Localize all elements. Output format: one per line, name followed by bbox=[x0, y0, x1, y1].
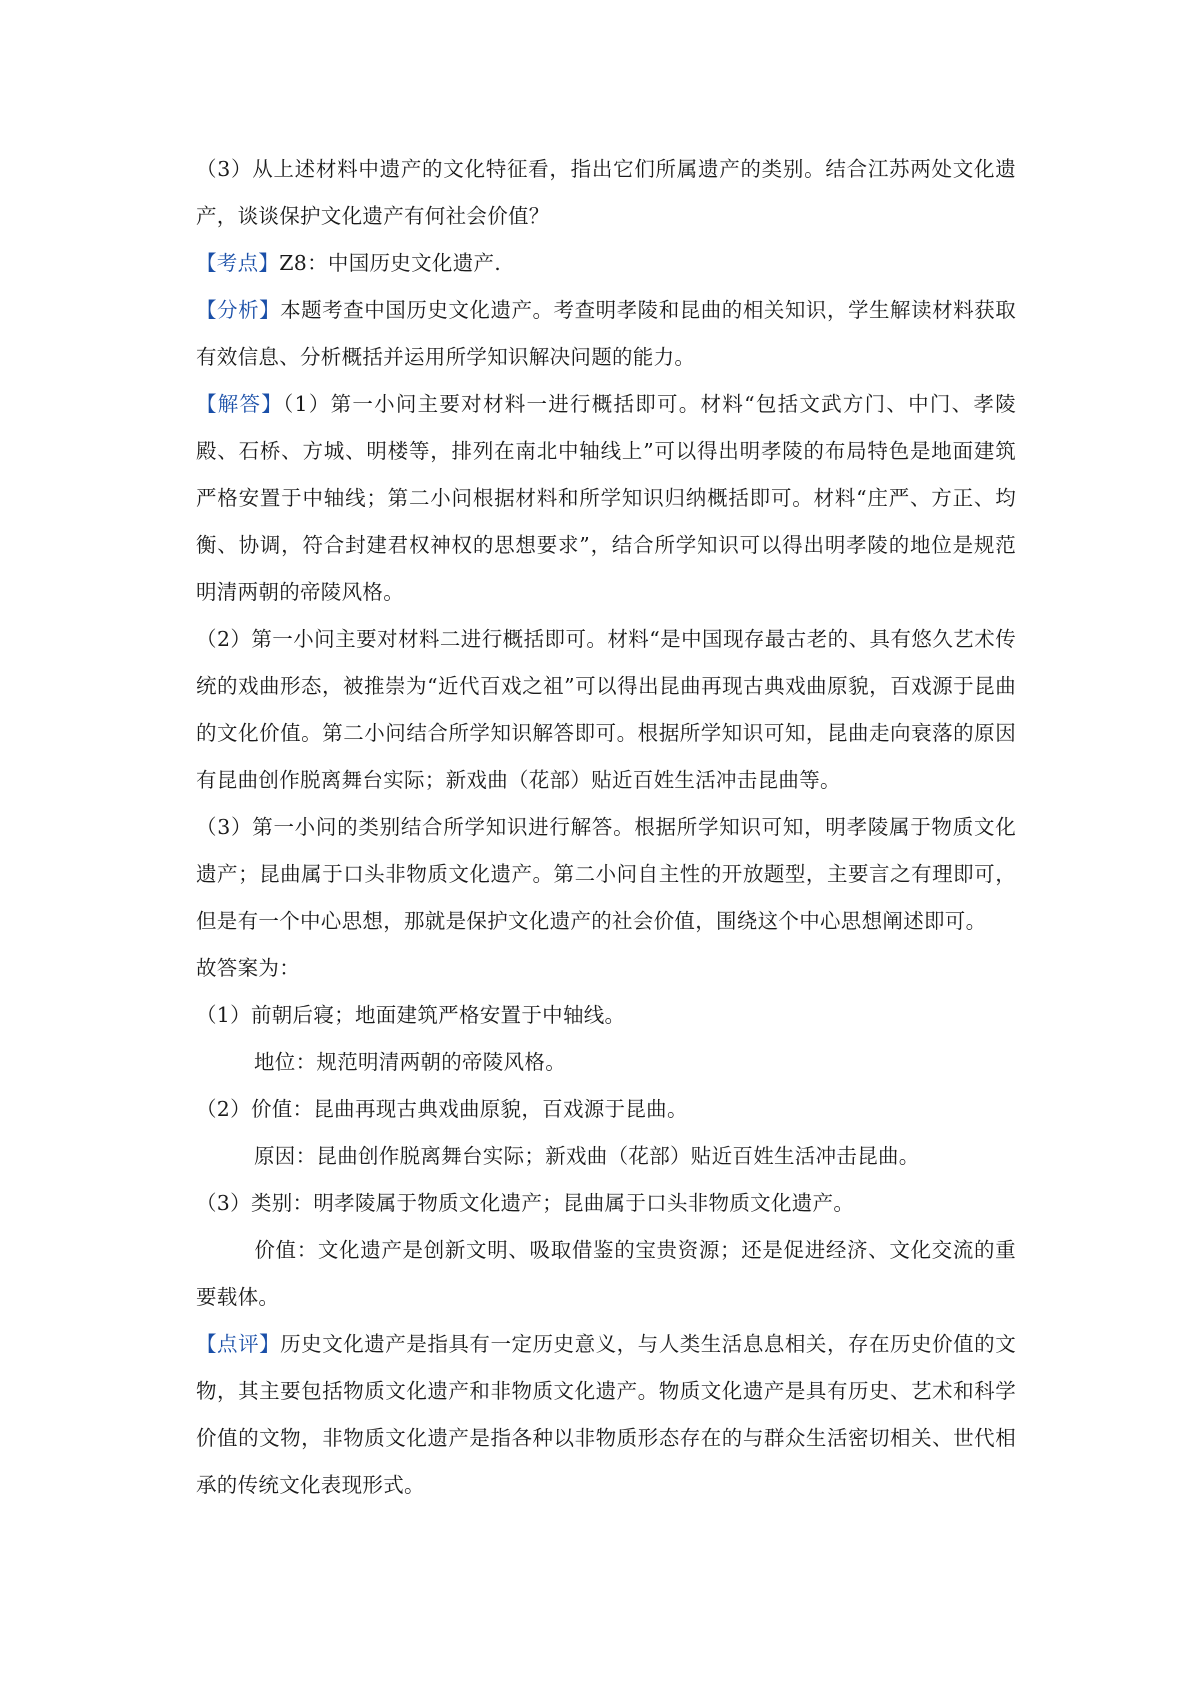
kaodian-text: Z8：中国历史文化遗产. bbox=[279, 251, 502, 275]
jieda-paragraph-3 bbox=[196, 804, 1016, 945]
jieda-tag: 【解答】 bbox=[196, 392, 284, 416]
fenxi-text: 本题考查中国历史文化遗产。考查明孝陵和昆曲的相关知识，学生解读材料获取有效信息、分析概括并运用所学知识解决问题的能力。 bbox=[196, 298, 1017, 369]
question-3-text: （3）从上述材料中遗产的文化特征看，指出它们所属遗产的类别。结合江苏两处文化遗产，谈谈保护文化遗产有何社会价值？ bbox=[196, 157, 1016, 228]
fenxi-tag: 【分析】 bbox=[196, 298, 281, 322]
answers-intro: 故答案为： bbox=[196, 956, 300, 980]
dianping-text: 历史文化遗产是指具有一定历史意义，与人类生活息息相关，存在历史价值的文物，其主要包括物质文化遗产和非物质文化遗产。物质文化遗产是具有历史、艺术和科学价值的文物，非物质文化遗产是指各种以非物质形态存在的与群众生活密切相关、世代相承的传统文化表现形式。 bbox=[196, 1332, 1017, 1497]
fenxi-paragraph bbox=[196, 287, 1016, 381]
answer-3-line-2-text: 价值：文化遗产是创新文明、吸取借鉴的宝贵资源；还是促进经济、文化交流的重要载体。 bbox=[196, 1238, 1016, 1309]
dianping-paragraph bbox=[196, 1321, 1016, 1509]
dianping-tag: 【点评】 bbox=[196, 1332, 281, 1356]
answer-1-line-2: 地位：规范明清两朝的帝陵风格。 bbox=[254, 1050, 566, 1074]
answer-3-line-1: （3）类别：明孝陵属于物质文化遗产；昆曲属于口头非物质文化遗产。 bbox=[196, 1191, 855, 1215]
answer-2-line-2: 原因：昆曲创作脱离舞台实际；新戏曲（花部）贴近百姓生活冲击昆曲。 bbox=[254, 1144, 920, 1168]
document-content bbox=[196, 146, 1016, 1509]
jieda-text-1: （1）第一小问主要对材料一进行概括即可。材料“包括文武方门、中门、孝陵殿、石桥、方城、明楼等，排列在南北中轴线上”可以得出明孝陵的布局特色是地面建筑严格安置于中轴线；第二小问根据材料和所学知识归纳概括即可。材料“庄严、方正、均衡、协调，符合封建君权神权的思想要求”，结合所学知识可以得出明孝陵的地位是规范明清两朝的帝陵风格。 bbox=[196, 392, 1016, 604]
jieda-paragraph-1 bbox=[196, 381, 1016, 616]
jieda-paragraph-2 bbox=[196, 616, 1016, 804]
kaodian-paragraph bbox=[196, 240, 1016, 287]
question-3 bbox=[196, 146, 1016, 240]
answer-3-line-2 bbox=[196, 1227, 1016, 1321]
answer-2-line-1: （2）价值：昆曲再现古典戏曲原貌，百戏源于昆曲。 bbox=[196, 1097, 688, 1121]
jieda-text-3: （3）第一小问的类别结合所学知识进行解答。根据所学知识可知，明孝陵属于物质文化遗产；昆曲属于口头非物质文化遗产。第二小问自主性的开放题型，主要言之有理即可，但是有一个中心思想，那就是保护文化遗产的社会价值，围绕这个中心思想阐述即可。 bbox=[196, 815, 1016, 933]
kaodian-tag: 【考点】 bbox=[196, 251, 280, 275]
answer-1-line-1: （1）前朝后寝；地面建筑严格安置于中轴线。 bbox=[196, 1003, 626, 1027]
jieda-text-2: （2）第一小问主要对材料二进行概括即可。材料“是中国现存最古老的、具有悠久艺术传统的戏曲形态，被推崇为“近代百戏之祖”可以得出昆曲再现古典戏曲原貌，百戏源于昆曲的文化价值。第二小问结合所学知识解答即可。根据所学知识可知，昆曲走向衰落的原因有昆曲创作脱离舞台实际；新戏曲（花部）贴近百姓生活冲击昆曲等。 bbox=[196, 627, 1016, 792]
